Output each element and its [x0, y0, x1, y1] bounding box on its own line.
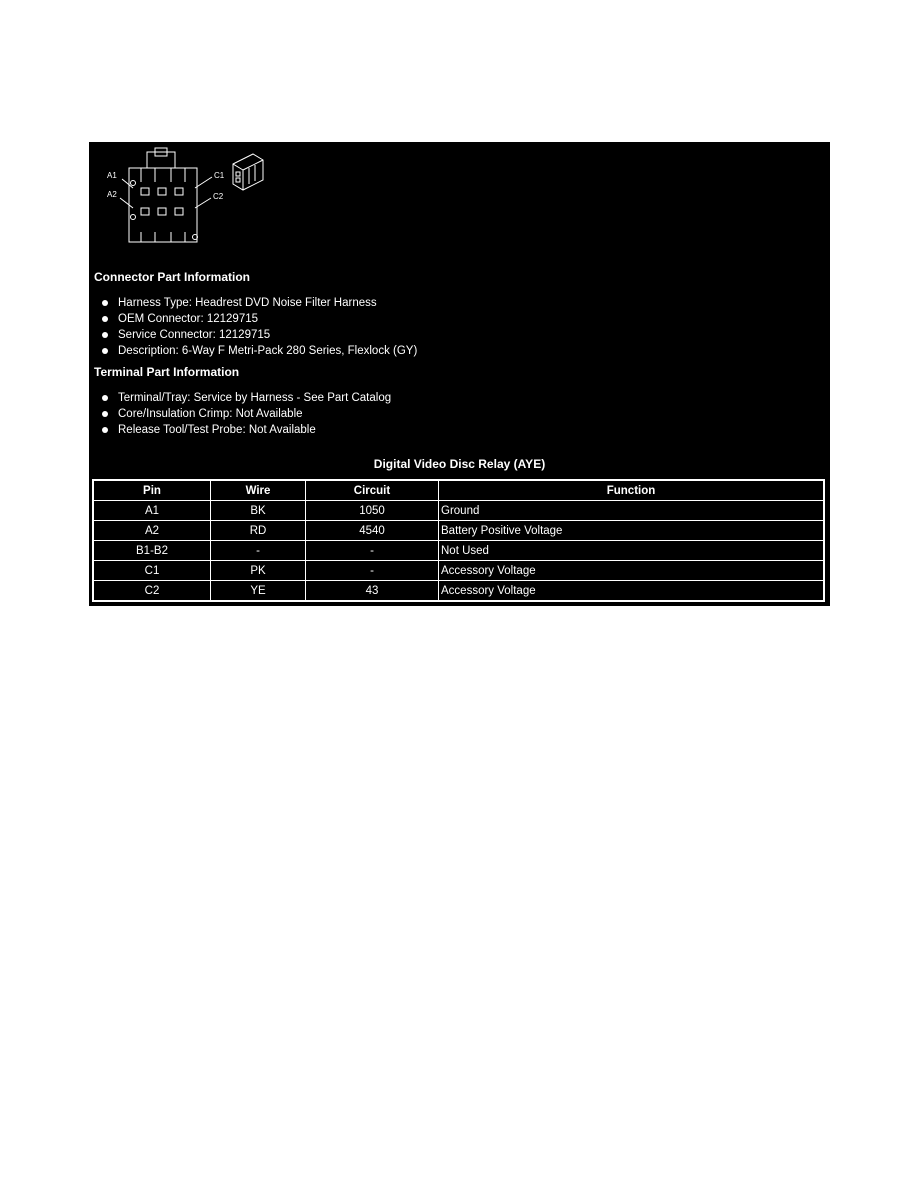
- cavity-b2: [158, 208, 166, 215]
- cell-wire: RD: [211, 521, 306, 541]
- cell-circuit: 1050: [306, 501, 439, 521]
- cell-wire: YE: [211, 581, 306, 602]
- column-header-function: Function: [439, 480, 825, 501]
- cell-function: Ground: [439, 501, 825, 521]
- cell-wire: -: [211, 541, 306, 561]
- cavity-c2: [175, 208, 183, 215]
- cell-function: Battery Positive Voltage: [439, 521, 825, 541]
- list-item: Description: 6-Way F Metri-Pack 280 Series, Flexlock (GY): [89, 343, 417, 359]
- cell-circuit: -: [306, 561, 439, 581]
- column-header-circuit: Circuit: [306, 480, 439, 501]
- cell-pin: C1: [93, 561, 211, 581]
- cell-circuit: 4540: [306, 521, 439, 541]
- list-item: Core/Insulation Crimp: Not Available: [89, 406, 391, 422]
- pin-label-a1: A1: [107, 171, 117, 180]
- cell-circuit: -: [306, 541, 439, 561]
- list-item: Service Connector: 12129715: [89, 327, 417, 343]
- table-header-row: [93, 480, 824, 501]
- list-item: Terminal/Tray: Service by Harness - See Part Catalog: [89, 390, 391, 406]
- table-row: [93, 581, 824, 602]
- table-row: [93, 501, 824, 521]
- column-header-wire: Wire: [211, 480, 306, 501]
- cell-function: Accessory Voltage: [439, 561, 825, 581]
- table-row: [93, 521, 824, 541]
- pin-label-c1: C1: [214, 171, 225, 180]
- cavity-c1: [175, 188, 183, 195]
- terminal-part-list: [89, 390, 391, 436]
- connector-part-list: [89, 295, 417, 359]
- pin-label-a2: A2: [107, 190, 117, 199]
- connector-3d-icon: [233, 154, 263, 190]
- pinout-table: [92, 479, 825, 602]
- cell-wire: BK: [211, 501, 306, 521]
- table-row: [93, 561, 824, 581]
- connector-part-heading: Connector Part Information: [94, 270, 251, 284]
- cell-pin: A1: [93, 501, 211, 521]
- cell-function: Accessory Voltage: [439, 581, 825, 602]
- connector-info-panel: [89, 142, 830, 606]
- column-header-pin: Pin: [93, 480, 211, 501]
- cell-pin: B1-B2: [93, 541, 211, 561]
- terminal-part-heading: Terminal Part Information: [94, 365, 240, 379]
- table-row: [93, 541, 824, 561]
- cell-function: Not Used: [439, 541, 825, 561]
- cavity-a1: [141, 188, 149, 195]
- cell-pin: A2: [93, 521, 211, 541]
- connector-latch: [147, 152, 175, 168]
- table-title: Digital Video Disc Relay (AYE): [373, 457, 546, 471]
- list-item: OEM Connector: 12129715: [89, 311, 417, 327]
- list-item: Release Tool/Test Probe: Not Available: [89, 422, 391, 436]
- cell-circuit: 43: [306, 581, 439, 602]
- cell-wire: PK: [211, 561, 306, 581]
- pin-label-c2: C2: [213, 192, 224, 201]
- connector-diagram: [103, 146, 293, 258]
- connector-body-outline: [129, 168, 197, 242]
- cell-pin: C2: [93, 581, 211, 602]
- cavity-b1: [158, 188, 166, 195]
- cavity-a2: [141, 208, 149, 215]
- list-item: Harness Type: Headrest DVD Noise Filter Harness: [89, 295, 417, 311]
